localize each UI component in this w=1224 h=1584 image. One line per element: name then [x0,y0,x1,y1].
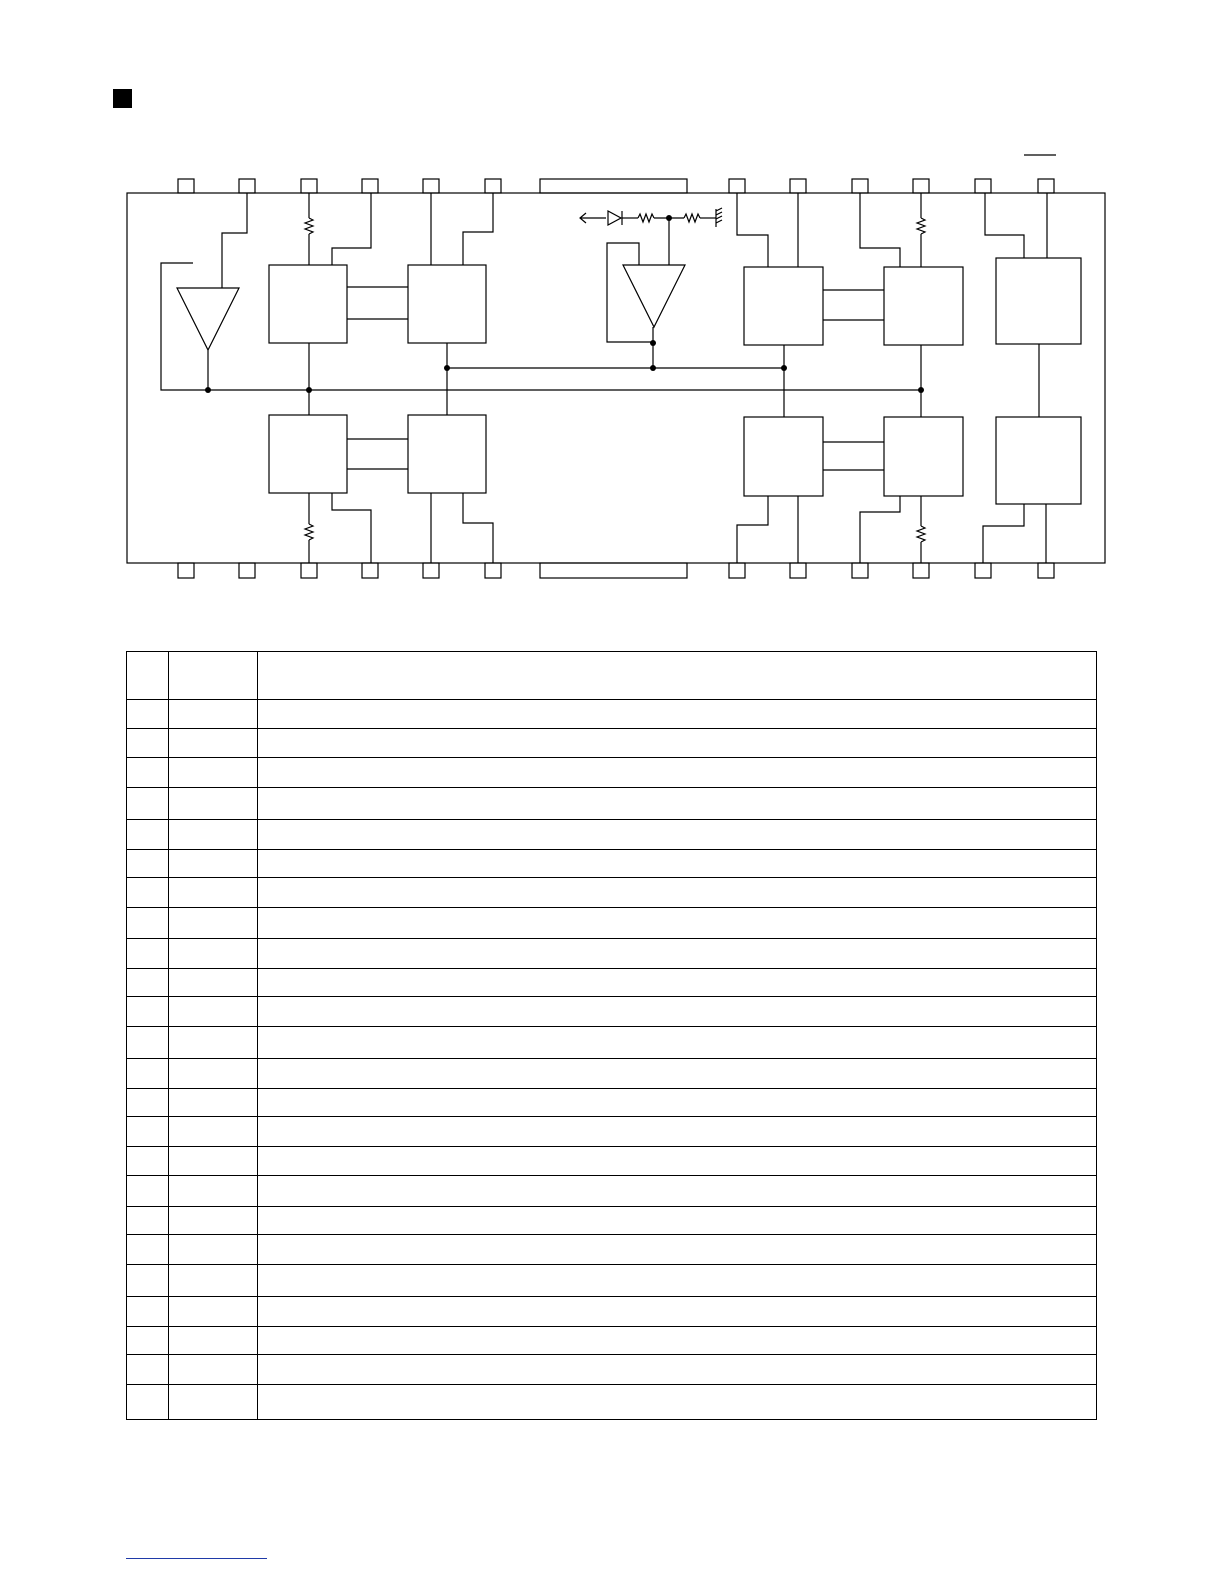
pin-description-cell [258,1207,1097,1235]
table-row [127,1297,1097,1327]
pin-description-cell [258,1117,1097,1147]
pin-pad [423,563,439,578]
pin-pad [729,179,745,193]
pin-symbol-cell [169,820,258,850]
block-lower-left-a [269,415,347,493]
pin-number-cell [127,939,169,969]
pin-pad [301,179,317,193]
pin-pad [362,563,378,578]
pin-symbol-cell [169,1355,258,1385]
notch-marker [540,563,687,578]
block-lower-right-b [884,417,963,496]
pin-number-cell [127,1027,169,1059]
table-row [127,1089,1097,1117]
pin-number-cell [127,969,169,997]
block-upper-right-b [884,267,963,345]
block-lower-right-a [744,417,823,496]
diode-icon [608,211,621,225]
pin-symbol-cell [169,908,258,939]
block-far-right-upper [996,258,1081,344]
header-symbol [169,652,258,700]
pin-symbol-cell [169,1117,258,1147]
table-row [127,1176,1097,1207]
pin-description-cell [258,1059,1097,1089]
junction-dots [205,215,924,393]
pin-description-cell [258,758,1097,788]
pin-symbol-cell [169,1385,258,1420]
pin-symbol-cell [169,1207,258,1235]
pin-number-cell [127,1297,169,1327]
pin-description-cell [258,700,1097,729]
pin-symbol-cell [169,729,258,758]
pin-symbol-cell [169,1147,258,1176]
pin-number-cell [127,908,169,939]
pin-number-cell [127,1265,169,1297]
pin-pad [913,563,929,578]
pin-symbol-cell [169,1235,258,1265]
pin-description-cell [258,1147,1097,1176]
pin-symbol-cell [169,850,258,878]
pin-pad [485,563,501,578]
pin-symbol-cell [169,700,258,729]
pin-description-cell [258,997,1097,1027]
block-upper-left-b [408,265,486,343]
pin-pad [423,179,439,193]
ic-package-outline [127,193,1105,563]
pin-pad [178,179,194,193]
pin-number-cell [127,729,169,758]
header-description [258,652,1097,700]
top-pin-row [178,179,1054,193]
pin-symbol-cell [169,1089,258,1117]
pin-symbol-cell [169,758,258,788]
amplifier-left [177,288,239,350]
pin-description-cell [258,729,1097,758]
pin-description-cell [258,1265,1097,1297]
table-header-row [127,652,1097,700]
pin-symbol-cell [169,939,258,969]
pin-description-cell [258,788,1097,820]
pin-number-cell [127,997,169,1027]
pin-pad [1038,563,1054,578]
block-upper-right-a [744,267,823,345]
pin-description-cell [258,1235,1097,1265]
table-row [127,908,1097,939]
pin-pad [239,179,255,193]
pin-pad [1038,179,1054,193]
table-row [127,1355,1097,1385]
pin-number-cell [127,1385,169,1420]
pin-number-cell [127,878,169,908]
pin-symbol-cell [169,1027,258,1059]
resistor-icon [917,218,925,234]
resistor-icon [305,524,313,540]
table-row [127,939,1097,969]
table-row [127,700,1097,729]
table-row [127,729,1097,758]
table-row [127,1147,1097,1176]
pin-description-cell [258,939,1097,969]
resistor-icon [638,214,654,222]
pin-number-cell [127,1147,169,1176]
block-diagram [0,0,1224,640]
ground-icon [716,208,722,227]
pin-symbol-cell [169,1265,258,1297]
header-pin-no [127,652,169,700]
pin-description-cell [258,1385,1097,1420]
pin-number-cell [127,1176,169,1207]
pin-number-cell [127,1089,169,1117]
pin-number-cell [127,1207,169,1235]
pin-number-cell [127,1117,169,1147]
pin-description-cell [258,1176,1097,1207]
table-row [127,1207,1097,1235]
pin-pad [790,563,806,578]
pin-number-cell [127,1059,169,1089]
pin-number-cell [127,1235,169,1265]
table-row [127,969,1097,997]
pin-pad [362,179,378,193]
pin-number-cell [127,788,169,820]
pin-description-cell [258,1297,1097,1327]
pin-symbol-cell [169,788,258,820]
table-row [127,1327,1097,1355]
pin-pad [178,563,194,578]
pin-description-cell [258,878,1097,908]
pin-description-cell [258,1355,1097,1385]
pin-pad [975,179,991,193]
table-row [127,1385,1097,1420]
pin-pad [729,563,745,578]
pin-description-cell [258,820,1097,850]
footer-link-rule [126,1558,267,1559]
pin-description-cell [258,1089,1097,1117]
pin-number-cell [127,1355,169,1385]
table-row [127,1027,1097,1059]
pin-symbol-cell [169,1176,258,1207]
pin-description-table [126,651,1097,1420]
notch-marker [540,179,687,193]
pin-symbol-cell [169,878,258,908]
table-row [127,1265,1097,1297]
pin-pad [790,179,806,193]
pin-number-cell [127,850,169,878]
block-far-right-lower [996,417,1081,504]
pin-description-cell [258,969,1097,997]
pin-symbol-cell [169,1059,258,1089]
pin-pad [852,563,868,578]
table-row [127,997,1097,1027]
pin-symbol-cell [169,1297,258,1327]
pin-pad [301,563,317,578]
resistor-icon [684,214,700,222]
pin-symbol-cell [169,997,258,1027]
table-row [127,1059,1097,1089]
pin-pad [852,179,868,193]
resistor-icon [305,218,313,234]
pin-pad [485,179,501,193]
pin-number-cell [127,700,169,729]
pin-description-cell [258,908,1097,939]
block-lower-left-b [408,415,486,493]
pin-pad [913,179,929,193]
pin-pad [239,563,255,578]
bottom-pin-row [178,563,1054,578]
resistor-icon [917,526,925,542]
pin-pad [975,563,991,578]
amplifier-center [623,265,685,327]
pin-number-cell [127,820,169,850]
pin-number-cell [127,1327,169,1355]
table-row [127,850,1097,878]
block-upper-left-a [269,265,347,343]
pin-symbol-cell [169,969,258,997]
table-row [127,1117,1097,1147]
table-row [127,878,1097,908]
pin-description-cell [258,1327,1097,1355]
table-row [127,820,1097,850]
table-row [127,758,1097,788]
pin-symbol-cell [169,1327,258,1355]
pin-number-cell [127,758,169,788]
table-row [127,788,1097,820]
table-row [127,1235,1097,1265]
pin-description-cell [258,1027,1097,1059]
pin-description-cell [258,850,1097,878]
